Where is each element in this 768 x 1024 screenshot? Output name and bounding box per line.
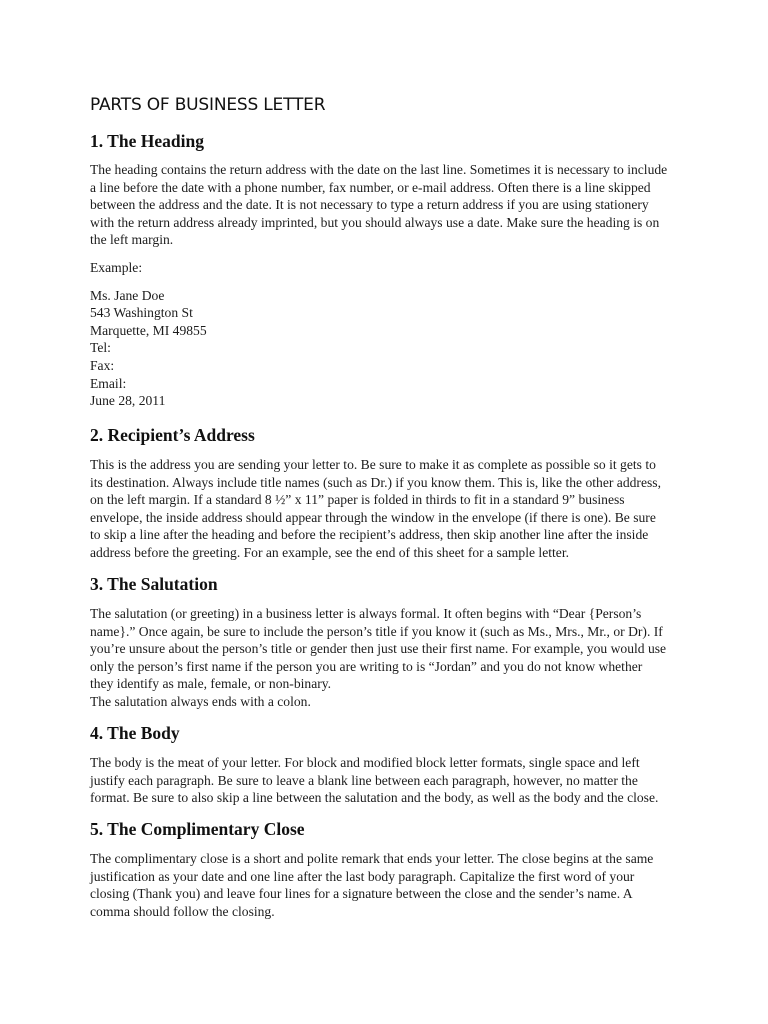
paragraph-line: on the left margin. If a standard 8 ½” x 11” paper is folded in thirds to fit in a standard 9” business xyxy=(90,492,625,508)
address-line: Email: xyxy=(90,375,127,391)
paragraph-line: address before the greeting. For an example, see the end of this sheet for a sample letter. xyxy=(90,544,570,560)
section-paragraph xyxy=(90,754,680,807)
paragraph-line: you’re unsure about the person’s title or gender then just use their first name. For example, you would use xyxy=(90,641,667,657)
paragraph-line: name}.” Once again, be sure to include the person’s title if you know it (such as Ms., Mrs., Mr., or Dr). If xyxy=(90,623,663,639)
paragraph-line: to skip a line after the heading and before the recipient’s address, then skip another line after the inside xyxy=(90,527,649,543)
address-line: Fax: xyxy=(90,357,115,373)
paragraph-line: they identify as male, female, or non-binary. xyxy=(90,676,332,692)
section-complimentary-close xyxy=(90,818,680,920)
paragraph-line: with the return address already imprinted, but you should always use a date. Make sure the heading is on xyxy=(90,214,660,230)
paragraph-line: The salutation always ends with a colon. xyxy=(90,693,311,709)
paragraph-line: envelope, the inside address should appear through the window in the envelope (if there is one). Be sure xyxy=(90,509,656,525)
section-heading xyxy=(90,130,680,410)
paragraph-line: between the address and the date. It is not necessary to type a return address if you are using stationery xyxy=(90,197,649,213)
section-salutation xyxy=(90,573,680,711)
paragraph-line: The body is the meat of your letter. For block and modified block letter formats, single space and left xyxy=(90,755,640,770)
paragraph-line: its destination. Always include title names (such as Dr.) if you know them. This is, like the other address, xyxy=(90,474,661,490)
example-label: Example: xyxy=(90,259,143,275)
paragraph-line: This is the address you are sending your letter to. Be sure to make it as complete as possible so it gets to xyxy=(90,457,656,472)
section-paragraph xyxy=(90,456,680,562)
paragraph-line: comma should follow the closing. xyxy=(90,903,275,919)
section-recipient-address xyxy=(90,424,680,562)
example-address-block xyxy=(90,287,680,410)
address-line: June 28, 2011 xyxy=(90,393,166,409)
paragraph-line: closing (Thank you) and leave four lines for a signature between the close and the sender’s name. A xyxy=(90,886,633,902)
section-title: 5. The Complimentary Close xyxy=(90,819,305,839)
section-title: 3. The Salutation xyxy=(90,574,218,594)
section-paragraph xyxy=(90,605,680,711)
paragraph-line: The heading contains the return address with the date on the last line. Sometimes it is necessary to include xyxy=(90,162,668,177)
address-line: Tel: xyxy=(90,340,111,356)
document-title: PARTS OF BUSINESS LETTER xyxy=(90,95,326,115)
paragraph-line: The complimentary close is a short and polite remark that ends your letter. The close begins at the same xyxy=(90,851,654,866)
paragraph-line: format. Be sure to also skip a line between the salutation and the body, as well as the body and the close. xyxy=(90,790,659,806)
paragraph-line: only the person’s first name if the person you are writing to is “Jordan” and you do not know whether xyxy=(90,658,643,674)
address-line: 543 Washington St xyxy=(90,305,193,321)
section-paragraph xyxy=(90,850,680,920)
paragraph-line: a line before the date with a phone number, fax number, or e-mail address. Often there is a line skipped xyxy=(90,179,651,195)
section-title: 1. The Heading xyxy=(90,131,204,151)
section-title: 4. The Body xyxy=(90,723,180,743)
paragraph-line: the left margin. xyxy=(90,232,174,248)
section-body xyxy=(90,722,680,807)
section-paragraph xyxy=(90,161,680,249)
paragraph-line: justify each paragraph. Be sure to leave a blank line between each paragraph, however, no matter the xyxy=(90,772,638,788)
address-line: Marquette, MI 49855 xyxy=(90,322,207,338)
address-line: Ms. Jane Doe xyxy=(90,287,165,303)
paragraph-line: justification as your date and one line after the last body paragraph. Capitalize the first word of your xyxy=(90,868,635,884)
section-title: 2. Recipient’s Address xyxy=(90,425,255,445)
paragraph-line: The salutation (or greeting) in a business letter is always formal. It often begins with “Dear {Person’s xyxy=(90,606,642,621)
